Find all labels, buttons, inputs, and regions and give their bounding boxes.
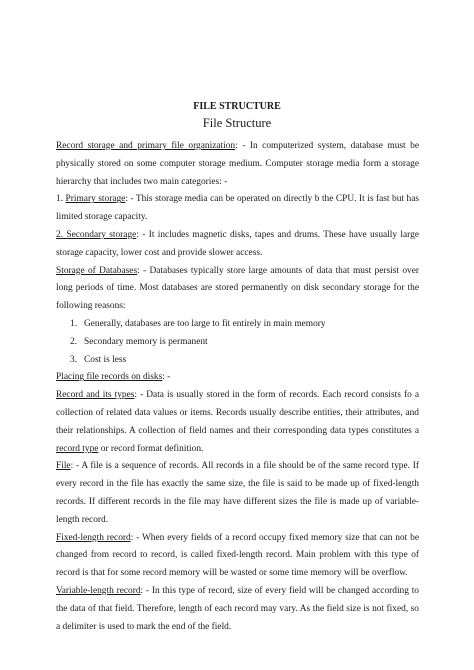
text-record-types: : - Data is usually stored in the form of records. Each record consists fo a collection of related data values or items. Records usually describe entities, their attributes, and their relationships. A collection of field names and their corresponding data types constitutes a [56, 390, 419, 436]
heading-placing: Placing file records on disks [56, 372, 163, 383]
list-item [56, 316, 419, 334]
list-text: Generally, databases are too large to fit entirely in main memory [84, 318, 326, 329]
list-number: 2. [70, 336, 78, 347]
list-text: Cost is less [84, 354, 127, 365]
heading-primary-storage: Primary storage [65, 194, 126, 205]
heading-record-storage: Record storage and primary file organization [56, 141, 236, 151]
paragraph-file [56, 458, 419, 529]
text-primary-storage: : - This storage media can be operated on directly b the CPU. It is fast but has limited storage capacity. [56, 194, 420, 223]
term-record-type: record type [56, 443, 99, 454]
paragraph-record-storage [56, 138, 419, 191]
text-fixed-length: : - When every fields of a record occupy fixed memory size that can not be changed from record to record, is called fixed-length record. Main problem with this type of record is that for some record memory will be wasted or some time memory will be overflow. [56, 532, 419, 579]
paragraph-primary-storage [56, 191, 419, 227]
list-text: Secondary memory is permanent [84, 336, 208, 347]
text-record-types-tail: or record format definition. [98, 443, 204, 454]
paragraph-secondary-storage [56, 227, 419, 263]
heading-file: File [56, 461, 71, 472]
list-item [56, 334, 419, 352]
text-file: : - A file is a sequence of records. All records in a file should be of the same record type. If every record in the file has exactly the same size, the file is said to be made up of fixed-length records. If different records in the file may have different sizes the file is made up of variable-length record. [56, 461, 419, 525]
text-storage-databases: : - Databases typically store large amounts of data that must persist over long periods of time. Most databases are stored permanently on disk secondary storage for the following reasons: [56, 265, 419, 312]
paragraph-fixed-length [56, 530, 419, 583]
list-number: 3. [70, 354, 78, 365]
list-number: 1. [70, 318, 78, 329]
paragraph-record-types [56, 387, 419, 458]
text-placing: : - [162, 372, 171, 383]
paragraph-storage-databases [56, 263, 419, 316]
heading-secondary-storage: 2. Secondary storage [56, 229, 137, 240]
heading-record-types: Record and its types [56, 390, 135, 401]
heading-variable-length: Variable-length record [56, 585, 141, 596]
paragraph-placing [56, 369, 419, 387]
reasons-list [56, 316, 419, 369]
paragraph-variable-length [56, 583, 419, 636]
list-item [56, 352, 419, 370]
text-secondary-storage: : - It includes magnetic disks, tapes and drums. These have usually large storage capacity, lower cost and provide slower access. [56, 229, 419, 258]
text-variable-length: : - In this type of record, size of every field will be changed according to the data of that field. Therefore, length of each record may vary. As the field size is not fixed, so a delimiter is used to mark the end of the field. [56, 585, 419, 632]
text-record-storage: : - In computerized system, database must be physically stored on some computer storage medium. Computer storage media form a storage hierarchy that includes two main categories: - [56, 141, 419, 187]
heading-fixed-length: Fixed-length record [56, 532, 131, 543]
prefix-primary-storage: 1. [56, 194, 66, 205]
page-subtitle: File Structure [202, 116, 272, 130]
heading-storage-databases: Storage of Databases [56, 265, 138, 276]
page-title: FILE STRUCTURE [193, 101, 281, 112]
document-body [56, 138, 419, 636]
